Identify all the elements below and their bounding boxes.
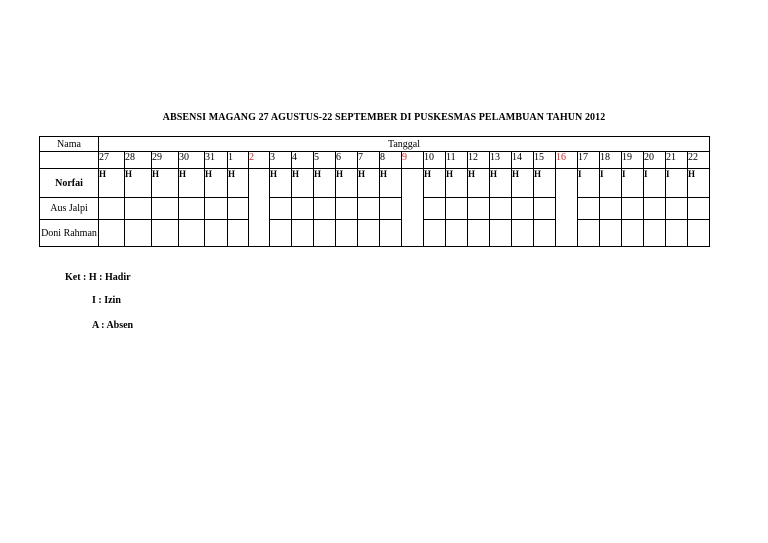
attendance-cell xyxy=(666,220,688,247)
attendance-cell xyxy=(622,220,644,247)
day-cell: 10 xyxy=(424,152,446,169)
attendance-cell xyxy=(468,198,490,220)
attendance-cell: I xyxy=(578,169,600,198)
attendance-cell: H xyxy=(336,169,358,198)
day-cell: 30 xyxy=(179,152,205,169)
attendance-cell: H xyxy=(380,169,402,198)
attendance-cell: H xyxy=(125,169,152,198)
attendance-cell xyxy=(358,198,380,220)
day-cell: 27 xyxy=(99,152,125,169)
attendance-cell xyxy=(228,220,249,247)
attendance-cell xyxy=(125,198,152,220)
attendance-cell: H xyxy=(270,169,292,198)
attendance-cell: I xyxy=(600,169,622,198)
day-cell: 16 xyxy=(556,152,578,169)
attendance-cell xyxy=(314,220,336,247)
attendance-cell: H xyxy=(99,169,125,198)
attendance-cell xyxy=(270,220,292,247)
day-cell: 11 xyxy=(446,152,468,169)
day-cell: 12 xyxy=(468,152,490,169)
attendance-cell: H xyxy=(314,169,336,198)
attendance-cell: H xyxy=(446,169,468,198)
day-cell: 9 xyxy=(402,152,424,169)
table-row xyxy=(40,220,710,247)
attendance-cell: H xyxy=(205,169,228,198)
attendance-cell: I xyxy=(622,169,644,198)
day-cell: 15 xyxy=(534,152,556,169)
attendance-cell: H xyxy=(424,169,446,198)
attendance-cell xyxy=(205,220,228,247)
attendance-cell: I xyxy=(644,169,666,198)
attendance-cell: H xyxy=(534,169,556,198)
day-cell: 3 xyxy=(270,152,292,169)
legend-absen: A : Absen xyxy=(92,320,134,331)
attendance-cell xyxy=(446,198,468,220)
document-title: ABSENSI MAGANG 27 AGUSTUS-22 SEPTEMBER DI PUSKESMAS PELAMBUAN TAHUN 2012 xyxy=(162,112,606,123)
attendance-cell xyxy=(578,198,600,220)
attendance-cell xyxy=(292,198,314,220)
attendance-cell: I xyxy=(666,169,688,198)
day-cell: 14 xyxy=(512,152,534,169)
days-row xyxy=(40,152,710,169)
attendance-cell: H xyxy=(152,169,179,198)
day-cell: 31 xyxy=(205,152,228,169)
day-cell: 4 xyxy=(292,152,314,169)
attendance-cell xyxy=(688,220,710,247)
attendance-cell xyxy=(125,220,152,247)
attendance-cell xyxy=(179,220,205,247)
attendance-cell: H xyxy=(512,169,534,198)
person-name: Doni Rahman xyxy=(40,220,99,247)
day-cell: 18 xyxy=(600,152,622,169)
attendance-cell xyxy=(205,198,228,220)
header-row xyxy=(40,137,710,152)
attendance-cell xyxy=(666,198,688,220)
attendance-cell xyxy=(644,198,666,220)
day-cell: 7 xyxy=(358,152,380,169)
attendance-cell xyxy=(336,198,358,220)
person-name: Norfai xyxy=(40,169,99,198)
name-header: Nama xyxy=(40,137,99,152)
day-cell: 28 xyxy=(125,152,152,169)
attendance-cell xyxy=(490,198,512,220)
attendance-cell: H xyxy=(292,169,314,198)
attendance-cell xyxy=(292,220,314,247)
attendance-cell: H xyxy=(468,169,490,198)
attendance-cell xyxy=(336,220,358,247)
holiday-cell xyxy=(249,169,270,247)
attendance-cell: H xyxy=(358,169,380,198)
holiday-cell xyxy=(556,169,578,247)
person-name: Aus Jalpi xyxy=(40,198,99,220)
table-row xyxy=(40,198,710,220)
day-cell: 5 xyxy=(314,152,336,169)
attendance-table xyxy=(39,136,710,247)
attendance-cell xyxy=(314,198,336,220)
attendance-cell: H xyxy=(228,169,249,198)
attendance-cell xyxy=(688,198,710,220)
legend-hadir: Ket : H : Hadir xyxy=(65,272,131,283)
day-cell: 1 xyxy=(228,152,249,169)
attendance-cell xyxy=(99,220,125,247)
attendance-cell xyxy=(152,220,179,247)
day-cell: 2 xyxy=(249,152,270,169)
attendance-cell xyxy=(644,220,666,247)
day-cell: 19 xyxy=(622,152,644,169)
attendance-cell xyxy=(490,220,512,247)
date-header: Tanggal xyxy=(99,137,710,152)
attendance-cell xyxy=(152,198,179,220)
day-cell: 29 xyxy=(152,152,179,169)
attendance-cell xyxy=(534,220,556,247)
attendance-cell xyxy=(228,198,249,220)
table-row xyxy=(40,169,710,198)
day-cell: 21 xyxy=(666,152,688,169)
attendance-cell xyxy=(270,198,292,220)
attendance-cell xyxy=(512,220,534,247)
legend-izin: I : Izin xyxy=(92,295,121,306)
attendance-cell: H xyxy=(179,169,205,198)
day-cell: 8 xyxy=(380,152,402,169)
attendance-cell xyxy=(512,198,534,220)
attendance-cell xyxy=(468,220,490,247)
day-cell: 22 xyxy=(688,152,710,169)
attendance-cell xyxy=(424,198,446,220)
attendance-cell xyxy=(424,220,446,247)
attendance-cell: H xyxy=(688,169,710,198)
attendance-cell xyxy=(622,198,644,220)
attendance-cell xyxy=(578,220,600,247)
holiday-cell xyxy=(402,169,424,247)
attendance-cell xyxy=(446,220,468,247)
day-cell: 17 xyxy=(578,152,600,169)
day-cell: 20 xyxy=(644,152,666,169)
attendance-cell xyxy=(358,220,380,247)
attendance-cell xyxy=(380,220,402,247)
day-cell: 6 xyxy=(336,152,358,169)
attendance-cell xyxy=(99,198,125,220)
name-spacer xyxy=(40,152,99,169)
attendance-cell xyxy=(179,198,205,220)
attendance-cell: H xyxy=(490,169,512,198)
attendance-cell xyxy=(380,198,402,220)
attendance-cell xyxy=(600,220,622,247)
day-cell: 13 xyxy=(490,152,512,169)
attendance-cell xyxy=(600,198,622,220)
attendance-cell xyxy=(534,198,556,220)
